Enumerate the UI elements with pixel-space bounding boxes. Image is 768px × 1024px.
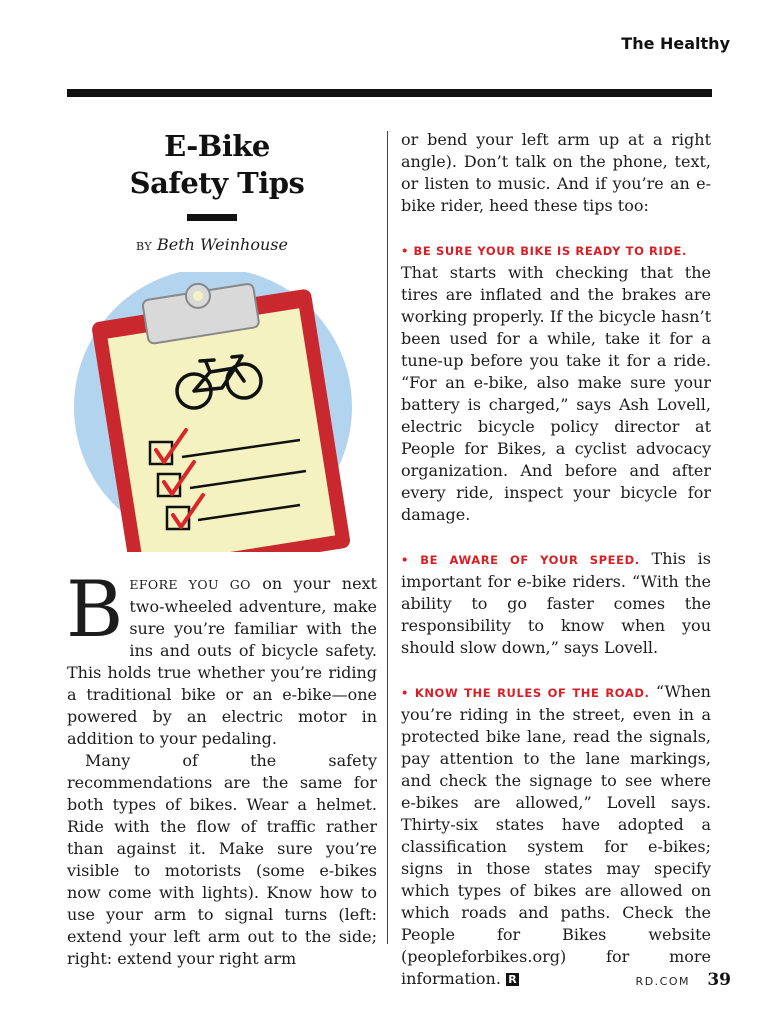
article-title — [57, 128, 377, 202]
title-line-1: E-Bike — [164, 129, 270, 163]
tip-1 — [401, 239, 711, 526]
column-divider — [387, 131, 388, 944]
intro-text — [66, 565, 377, 970]
lead-in: EFORE YOU GO — [129, 577, 251, 592]
footer-site: RD.COM — [635, 975, 690, 988]
tip-2-text: This is important for e-bike riders. “With the ability to go faster comes the responsibility to know when you should slow down,” says Lovell. — [401, 549, 711, 657]
byline — [57, 235, 367, 254]
intro-paragraph-1-text: on your next two-wheeled adventure, make sure you’re familiar with the ins and outs of bicycle safety. This holds true whether you’re riding a traditional bike or an e-bike—one powered by an electric motor in addition to your pedaling. — [67, 574, 377, 748]
intro-paragraph-2: Many of the safety recommendations are the same for both types of bikes. Wear a helmet. Ride with the flow of traffic rather than against it. Make sure you’re visible to motorists (some e-bikes now come with lights). Know how to use your arm to signal turns (left: extend your left arm out to the side; right: extend your right arm — [67, 751, 377, 968]
end-mark-icon: R — [506, 973, 519, 986]
tip-1-text: That starts with checking that the tires are inflated and the brakes are working properly. If the bicycle hasn’t been used for a while, take it for a tune-up before you take it for a ride. “For an e-bike, also make sure your battery is charged,” says Ash Lovell, electric bicycle policy director at People for Bikes, a cyclist advocacy organization. And before and after every ride, inspect your bicycle for damage. — [401, 263, 711, 524]
intro-paragraph-1 — [66, 565, 377, 750]
page-number: 39 — [707, 970, 731, 990]
section-tag: The Healthy — [621, 34, 730, 53]
title-line-2: Safety Tips — [129, 166, 305, 200]
byline-prefix: BY — [136, 240, 153, 253]
title-rule — [187, 214, 237, 221]
tip-3-text: “When you’re riding in the street, even in a protected bike lane, read the signals, pay attention to the lane markings, and check the signage to see where e-bikes are allowed,” Lovell says. Thirty-six states have adopted a classification system for e-bikes; signs in those states may specify which types of bikes are allowed on which roads and paths. Check the People for Bikes website (peopleforbikes.org) for more information. — [401, 682, 711, 988]
tip-2 — [401, 548, 711, 659]
tip-1-heading: • BE SURE YOUR BIKE IS READY TO RIDE. — [401, 244, 687, 258]
top-rule — [67, 89, 712, 97]
tip-3-heading: • KNOW THE RULES OF THE ROAD. — [401, 686, 650, 700]
title-block — [67, 128, 377, 254]
tip-2-heading: • BE AWARE OF YOUR SPEED. — [401, 553, 640, 567]
right-column — [401, 129, 711, 990]
clipboard-checklist-bicycle-icon — [70, 272, 370, 552]
tip-3 — [401, 681, 711, 990]
drop-cap: B — [66, 565, 124, 655]
intro-continued: or bend your left arm up at a right angle). Don’t talk on the phone, text, or listen to music. And if you’re an e-bike rider, heed these tips too: — [401, 130, 711, 215]
byline-author: Beth Weinhouse — [156, 235, 288, 254]
